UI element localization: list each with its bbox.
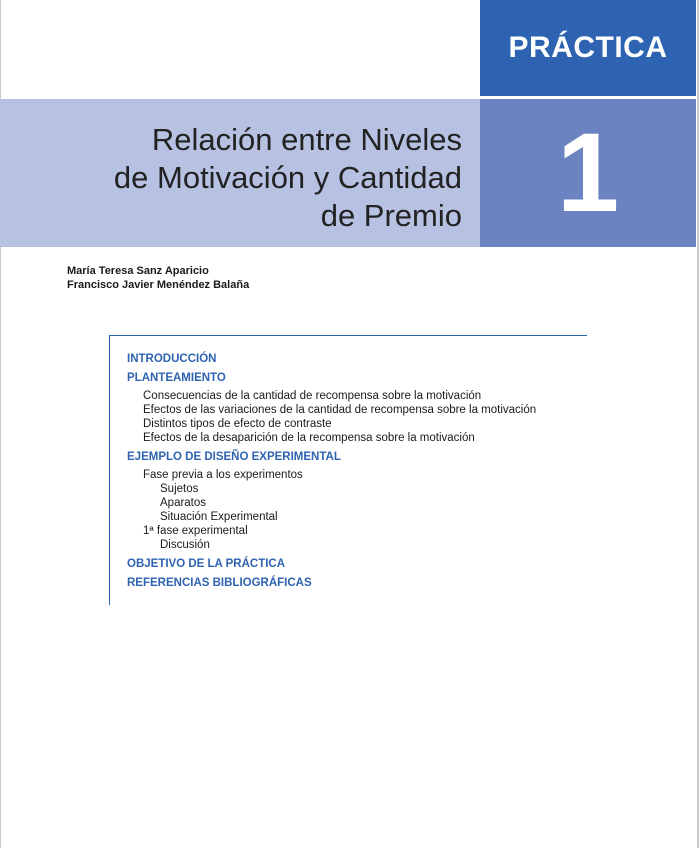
- toc-subitem[interactable]: Discusión: [160, 539, 210, 551]
- toc-item[interactable]: Distintos tipos de efecto de contraste: [143, 418, 332, 430]
- chapter-title: [32, 121, 462, 235]
- toc-heading-ejemplo[interactable]: EJEMPLO DE DISEÑO EXPERIMENTAL: [127, 451, 341, 463]
- toc-item-fase-experimental[interactable]: 1ª fase experimental: [143, 525, 248, 537]
- toc-item-fase-previa[interactable]: Fase previa a los experimentos: [143, 469, 303, 481]
- authors: [67, 264, 249, 292]
- chapter-title-line-2: de Motivación y Cantidad: [113, 160, 462, 195]
- toc-heading-introduccion[interactable]: INTRODUCCIÓN: [127, 353, 217, 365]
- toc-item[interactable]: Efectos de la desaparición de la recompensa sobre la motivación: [143, 432, 475, 444]
- toc-ejemplo-list: [127, 468, 536, 552]
- toc-heading-planteamiento[interactable]: PLANTEAMIENTO: [127, 372, 226, 384]
- toc-subitem[interactable]: Aparatos: [160, 497, 207, 509]
- chapter-title-line-1: Relación entre Niveles: [151, 122, 462, 157]
- practica-label: PRÁCTICA: [508, 31, 668, 64]
- toc-planteamiento-list: [127, 389, 536, 445]
- toc-heading-objetivo[interactable]: OBJETIVO DE LA PRÁCTICA: [127, 558, 286, 570]
- chapter-number: 1: [556, 110, 620, 235]
- toc-content: [127, 352, 536, 590]
- toc-subitem[interactable]: Sujetos: [160, 483, 199, 495]
- toc-subitem[interactable]: Situación Experimental: [160, 511, 278, 523]
- chapter-title-line-3: de Premio: [320, 198, 462, 233]
- toc-item[interactable]: Consecuencias de la cantidad de recompensa sobre la motivación: [143, 390, 482, 402]
- title-band: [0, 99, 480, 247]
- practica-header: [480, 0, 696, 96]
- table-of-contents: [109, 335, 587, 605]
- toc-heading-referencias[interactable]: REFERENCIAS BIBLIOGRÁFICAS: [127, 577, 312, 589]
- chapter-number-box: [480, 99, 696, 247]
- toc-item[interactable]: Efectos de las variaciones de la cantidad de recompensa sobre la motivación: [143, 404, 537, 416]
- author-1: María Teresa Sanz Aparicio: [67, 265, 209, 277]
- author-2: Francisco Javier Menéndez Balaña: [67, 279, 250, 291]
